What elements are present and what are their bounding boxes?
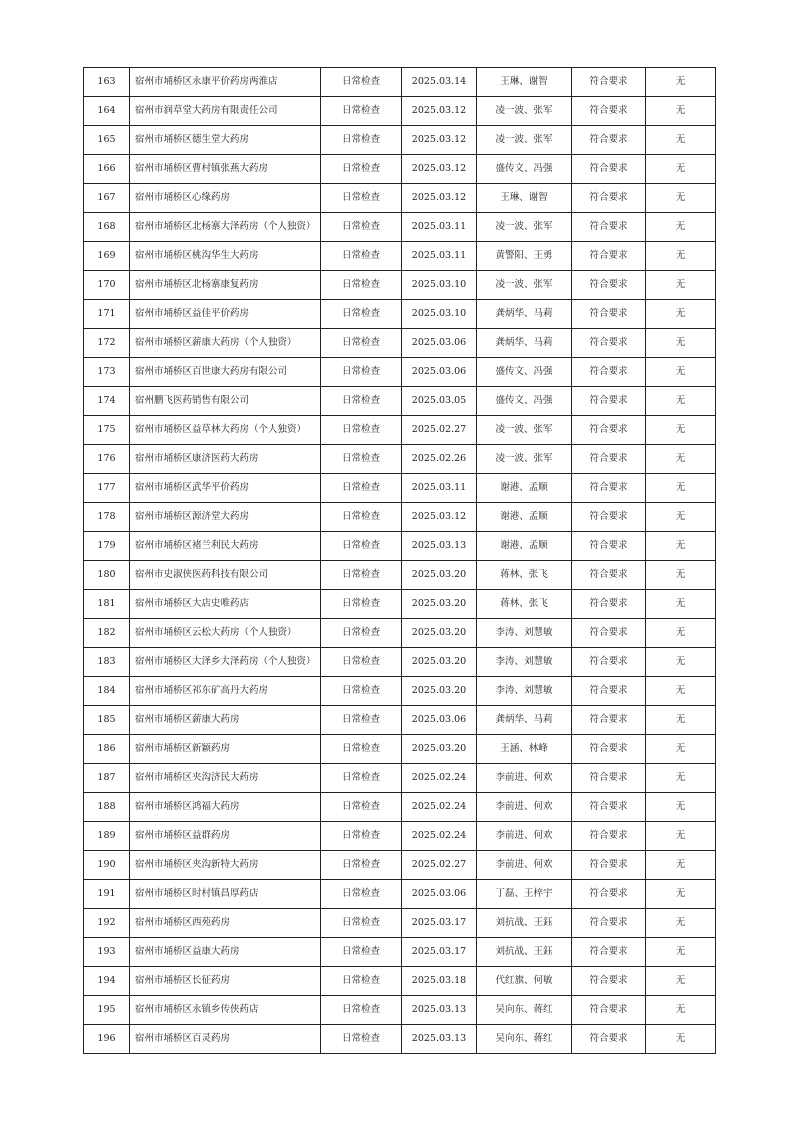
table-row (84, 996, 716, 1025)
inspectors-cell: 凌一波、张军 (477, 271, 572, 300)
inspection-type-cell: 日常检查 (321, 938, 402, 967)
row-number-cell: 179 (84, 532, 130, 561)
issues-found-cell: 无 (646, 126, 716, 155)
pharmacy-name-cell: 宿州鹏飞医药销售有限公司 (130, 387, 321, 416)
issues-found-cell: 无 (646, 503, 716, 532)
inspectors-cell: 盛传文、冯强 (477, 155, 572, 184)
inspection-result-cell: 符合要求 (572, 532, 646, 561)
inspection-type-cell: 日常检查 (321, 793, 402, 822)
inspection-date-cell: 2025.03.10 (402, 300, 477, 329)
inspection-date-cell: 2025.03.17 (402, 909, 477, 938)
inspection-result-cell: 符合要求 (572, 1025, 646, 1054)
row-number-cell: 168 (84, 213, 130, 242)
inspection-result-cell: 符合要求 (572, 445, 646, 474)
issues-found-cell: 无 (646, 822, 716, 851)
inspection-result-cell: 符合要求 (572, 474, 646, 503)
pharmacy-name-cell: 宿州市埇桥区德生堂大药房 (130, 126, 321, 155)
pharmacy-name-cell: 宿州市埇桥区康济医药大药房 (130, 445, 321, 474)
row-number-cell: 183 (84, 648, 130, 677)
row-number-cell: 185 (84, 706, 130, 735)
inspectors-cell: 王琳、谢智 (477, 68, 572, 97)
inspection-type-cell: 日常检查 (321, 1025, 402, 1054)
inspection-type-cell: 日常检查 (321, 155, 402, 184)
inspection-result-cell: 符合要求 (572, 677, 646, 706)
pharmacy-name-cell: 宿州市埇桥区北杨寨康复药房 (130, 271, 321, 300)
table-row (84, 329, 716, 358)
inspectors-cell: 李涛、刘慧敏 (477, 648, 572, 677)
row-number-cell: 171 (84, 300, 130, 329)
table-row (84, 358, 716, 387)
inspection-result-cell: 符合要求 (572, 97, 646, 126)
inspection-date-cell: 2025.03.13 (402, 532, 477, 561)
inspection-type-cell: 日常检查 (321, 503, 402, 532)
issues-found-cell: 无 (646, 184, 716, 213)
inspection-date-cell: 2025.03.18 (402, 967, 477, 996)
inspectors-cell: 凌一波、张军 (477, 416, 572, 445)
inspection-table (83, 67, 716, 1054)
inspection-date-cell: 2025.03.20 (402, 735, 477, 764)
inspection-type-cell: 日常检查 (321, 648, 402, 677)
inspection-date-cell: 2025.03.11 (402, 242, 477, 271)
inspection-date-cell: 2025.03.10 (402, 271, 477, 300)
table-row (84, 677, 716, 706)
table-row (84, 300, 716, 329)
table-row (84, 909, 716, 938)
table-row (84, 648, 716, 677)
inspection-type-cell: 日常检查 (321, 822, 402, 851)
pharmacy-name-cell: 宿州市埇桥区百灵药房 (130, 1025, 321, 1054)
pharmacy-name-cell: 宿州市埇桥区曹村镇张燕大药房 (130, 155, 321, 184)
inspection-type-cell: 日常检查 (321, 126, 402, 155)
inspection-date-cell: 2025.02.24 (402, 793, 477, 822)
inspection-result-cell: 符合要求 (572, 155, 646, 184)
table-row (84, 706, 716, 735)
pharmacy-name-cell: 宿州市埇桥区大泽乡大泽药房（个人独资） (130, 648, 321, 677)
inspection-type-cell: 日常检查 (321, 909, 402, 938)
row-number-cell: 169 (84, 242, 130, 271)
inspection-date-cell: 2025.03.06 (402, 329, 477, 358)
issues-found-cell: 无 (646, 387, 716, 416)
inspection-result-cell: 符合要求 (572, 184, 646, 213)
inspection-date-cell: 2025.02.27 (402, 851, 477, 880)
table-row (84, 68, 716, 97)
issues-found-cell: 无 (646, 97, 716, 126)
table-row (84, 416, 716, 445)
inspection-result-cell: 符合要求 (572, 358, 646, 387)
pharmacy-name-cell: 宿州市埇桥区长征药房 (130, 967, 321, 996)
table-row (84, 445, 716, 474)
table-row (84, 561, 716, 590)
inspection-result-cell: 符合要求 (572, 735, 646, 764)
inspection-type-cell: 日常检查 (321, 213, 402, 242)
inspection-result-cell: 符合要求 (572, 590, 646, 619)
issues-found-cell: 无 (646, 764, 716, 793)
inspectors-cell: 李前进、何欢 (477, 822, 572, 851)
pharmacy-name-cell: 宿州市埇桥区薪康大药房 (130, 706, 321, 735)
inspection-result-cell: 符合要求 (572, 764, 646, 793)
issues-found-cell: 无 (646, 880, 716, 909)
inspectors-cell: 凌一波、张军 (477, 126, 572, 155)
inspectors-cell: 吴向东、蒋红 (477, 1025, 572, 1054)
table-row (84, 1025, 716, 1054)
inspection-date-cell: 2025.03.20 (402, 648, 477, 677)
inspection-date-cell: 2025.02.26 (402, 445, 477, 474)
pharmacy-name-cell: 宿州市埇桥区桃沟华生大药房 (130, 242, 321, 271)
issues-found-cell: 无 (646, 271, 716, 300)
inspection-result-cell: 符合要求 (572, 967, 646, 996)
inspectors-cell: 龚炳华、马莉 (477, 329, 572, 358)
inspection-type-cell: 日常检查 (321, 706, 402, 735)
pharmacy-name-cell: 宿州市埇桥区薪康大药房（个人独资） (130, 329, 321, 358)
issues-found-cell: 无 (646, 155, 716, 184)
inspection-result-cell: 符合要求 (572, 416, 646, 445)
pharmacy-name-cell: 宿州市埇桥区百世康大药房有限公司 (130, 358, 321, 387)
inspectors-cell: 蒋林、张飞 (477, 590, 572, 619)
inspection-date-cell: 2025.03.12 (402, 503, 477, 532)
inspection-date-cell: 2025.02.24 (402, 822, 477, 851)
inspectors-cell: 凌一波、张军 (477, 97, 572, 126)
inspection-type-cell: 日常检查 (321, 387, 402, 416)
inspectors-cell: 李涛、刘慧敏 (477, 619, 572, 648)
table-row (84, 938, 716, 967)
issues-found-cell: 无 (646, 938, 716, 967)
pharmacy-name-cell: 宿州市润草堂大药房有限责任公司 (130, 97, 321, 126)
issues-found-cell: 无 (646, 329, 716, 358)
inspection-date-cell: 2025.03.05 (402, 387, 477, 416)
inspection-result-cell: 符合要求 (572, 851, 646, 880)
inspection-date-cell: 2025.03.11 (402, 213, 477, 242)
inspection-result-cell: 符合要求 (572, 880, 646, 909)
inspectors-cell: 王琳、谢智 (477, 184, 572, 213)
issues-found-cell: 无 (646, 300, 716, 329)
table-row (84, 474, 716, 503)
row-number-cell: 176 (84, 445, 130, 474)
inspection-date-cell: 2025.03.20 (402, 677, 477, 706)
issues-found-cell: 无 (646, 445, 716, 474)
row-number-cell: 177 (84, 474, 130, 503)
inspection-date-cell: 2025.03.12 (402, 126, 477, 155)
pharmacy-name-cell: 宿州市埇桥区永康平价药房两淮店 (130, 68, 321, 97)
issues-found-cell: 无 (646, 532, 716, 561)
inspection-date-cell: 2025.03.14 (402, 68, 477, 97)
table-row (84, 213, 716, 242)
inspection-date-cell: 2025.03.06 (402, 706, 477, 735)
row-number-cell: 175 (84, 416, 130, 445)
row-number-cell: 189 (84, 822, 130, 851)
issues-found-cell: 无 (646, 1025, 716, 1054)
row-number-cell: 181 (84, 590, 130, 619)
row-number-cell: 173 (84, 358, 130, 387)
inspection-type-cell: 日常检查 (321, 445, 402, 474)
inspection-result-cell: 符合要求 (572, 619, 646, 648)
table-row (84, 880, 716, 909)
row-number-cell: 174 (84, 387, 130, 416)
issues-found-cell: 无 (646, 358, 716, 387)
issues-found-cell: 无 (646, 213, 716, 242)
inspection-date-cell: 2025.02.27 (402, 416, 477, 445)
inspection-type-cell: 日常检查 (321, 996, 402, 1025)
table-row (84, 242, 716, 271)
pharmacy-name-cell: 宿州市埇桥区北杨寨大泽药房（个人独资） (130, 213, 321, 242)
inspectors-cell: 李前进、何欢 (477, 764, 572, 793)
inspection-result-cell: 符合要求 (572, 996, 646, 1025)
inspectors-cell: 李涛、刘慧敏 (477, 677, 572, 706)
inspection-result-cell: 符合要求 (572, 938, 646, 967)
inspection-type-cell: 日常检查 (321, 677, 402, 706)
pharmacy-name-cell: 宿州市埇桥区时村镇昌厚药店 (130, 880, 321, 909)
inspectors-cell: 代红旗、何敏 (477, 967, 572, 996)
issues-found-cell: 无 (646, 996, 716, 1025)
inspectors-cell: 盛传文、冯强 (477, 387, 572, 416)
inspection-type-cell: 日常检查 (321, 184, 402, 213)
row-number-cell: 172 (84, 329, 130, 358)
table-row (84, 271, 716, 300)
issues-found-cell: 无 (646, 735, 716, 764)
inspection-result-cell: 符合要求 (572, 213, 646, 242)
inspection-result-cell: 符合要求 (572, 561, 646, 590)
inspectors-cell: 黄警阳、王勇 (477, 242, 572, 271)
inspection-type-cell: 日常检查 (321, 97, 402, 126)
inspection-type-cell: 日常检查 (321, 851, 402, 880)
table-row (84, 184, 716, 213)
issues-found-cell: 无 (646, 561, 716, 590)
pharmacy-name-cell: 宿州市埇桥区源济堂大药房 (130, 503, 321, 532)
issues-found-cell: 无 (646, 416, 716, 445)
issues-found-cell: 无 (646, 68, 716, 97)
row-number-cell: 167 (84, 184, 130, 213)
inspectors-cell: 凌一波、张军 (477, 213, 572, 242)
issues-found-cell: 无 (646, 648, 716, 677)
table-row (84, 97, 716, 126)
inspection-type-cell: 日常检查 (321, 561, 402, 590)
pharmacy-name-cell: 宿州市埇桥区大店史唯药店 (130, 590, 321, 619)
table-row (84, 764, 716, 793)
inspection-date-cell: 2025.02.24 (402, 764, 477, 793)
row-number-cell: 164 (84, 97, 130, 126)
inspectors-cell: 刘抗战、王鈺 (477, 909, 572, 938)
table-body (84, 68, 716, 1054)
inspection-type-cell: 日常检查 (321, 967, 402, 996)
row-number-cell: 190 (84, 851, 130, 880)
inspection-type-cell: 日常检查 (321, 329, 402, 358)
row-number-cell: 184 (84, 677, 130, 706)
table-row (84, 503, 716, 532)
inspection-date-cell: 2025.03.12 (402, 184, 477, 213)
issues-found-cell: 无 (646, 590, 716, 619)
inspectors-cell: 龚炳华、马莉 (477, 706, 572, 735)
inspectors-cell: 凌一波、张军 (477, 445, 572, 474)
issues-found-cell: 无 (646, 677, 716, 706)
inspection-type-cell: 日常检查 (321, 735, 402, 764)
issues-found-cell: 无 (646, 967, 716, 996)
row-number-cell: 163 (84, 68, 130, 97)
table-row (84, 822, 716, 851)
inspection-date-cell: 2025.03.13 (402, 996, 477, 1025)
pharmacy-name-cell: 宿州市埇桥区永镇乡传侠药店 (130, 996, 321, 1025)
table-row (84, 619, 716, 648)
inspectors-cell: 李前进、何欢 (477, 851, 572, 880)
table-row (84, 793, 716, 822)
pharmacy-name-cell: 宿州市埇桥区心缘药房 (130, 184, 321, 213)
inspectors-cell: 谢港、孟顺 (477, 532, 572, 561)
inspectors-cell: 丁磊、王梓宇 (477, 880, 572, 909)
table-row (84, 967, 716, 996)
inspection-result-cell: 符合要求 (572, 271, 646, 300)
row-number-cell: 178 (84, 503, 130, 532)
issues-found-cell: 无 (646, 619, 716, 648)
inspection-date-cell: 2025.03.13 (402, 1025, 477, 1054)
pharmacy-name-cell: 宿州市埇桥区云松大药房（个人独资） (130, 619, 321, 648)
inspection-result-cell: 符合要求 (572, 387, 646, 416)
inspection-result-cell: 符合要求 (572, 329, 646, 358)
pharmacy-name-cell: 宿州市埇桥区益群药房 (130, 822, 321, 851)
inspection-date-cell: 2025.03.12 (402, 155, 477, 184)
inspection-date-cell: 2025.03.06 (402, 358, 477, 387)
inspection-result-cell: 符合要求 (572, 68, 646, 97)
inspection-date-cell: 2025.03.06 (402, 880, 477, 909)
issues-found-cell: 无 (646, 851, 716, 880)
inspection-result-cell: 符合要求 (572, 126, 646, 155)
inspection-type-cell: 日常检查 (321, 242, 402, 271)
inspection-date-cell: 2025.03.20 (402, 561, 477, 590)
pharmacy-name-cell: 宿州市埇桥区西苑药房 (130, 909, 321, 938)
inspection-result-cell: 符合要求 (572, 822, 646, 851)
row-number-cell: 188 (84, 793, 130, 822)
inspection-type-cell: 日常检查 (321, 271, 402, 300)
inspection-type-cell: 日常检查 (321, 619, 402, 648)
row-number-cell: 193 (84, 938, 130, 967)
pharmacy-name-cell: 宿州市埇桥区益草林大药房（个人独资） (130, 416, 321, 445)
inspectors-cell: 吴向东、蒋红 (477, 996, 572, 1025)
inspection-type-cell: 日常检查 (321, 764, 402, 793)
row-number-cell: 165 (84, 126, 130, 155)
inspection-type-cell: 日常检查 (321, 68, 402, 97)
inspection-result-cell: 符合要求 (572, 503, 646, 532)
row-number-cell: 192 (84, 909, 130, 938)
table-row (84, 155, 716, 184)
row-number-cell: 195 (84, 996, 130, 1025)
inspection-date-cell: 2025.03.12 (402, 97, 477, 126)
row-number-cell: 170 (84, 271, 130, 300)
row-number-cell: 180 (84, 561, 130, 590)
pharmacy-name-cell: 宿州市埇桥区褚兰利民大药房 (130, 532, 321, 561)
inspection-result-cell: 符合要求 (572, 793, 646, 822)
issues-found-cell: 无 (646, 474, 716, 503)
inspection-type-cell: 日常检查 (321, 590, 402, 619)
row-number-cell: 194 (84, 967, 130, 996)
inspectors-cell: 龚炳华、马莉 (477, 300, 572, 329)
inspection-type-cell: 日常检查 (321, 474, 402, 503)
pharmacy-name-cell: 宿州市埇桥区夹沟济民大药房 (130, 764, 321, 793)
table-row (84, 590, 716, 619)
inspectors-cell: 盛传文、冯强 (477, 358, 572, 387)
inspection-type-cell: 日常检查 (321, 532, 402, 561)
row-number-cell: 186 (84, 735, 130, 764)
pharmacy-name-cell: 宿州市埇桥区祁东矿高丹大药房 (130, 677, 321, 706)
row-number-cell: 166 (84, 155, 130, 184)
table-row (84, 387, 716, 416)
pharmacy-name-cell: 宿州市埇桥区鸿福大药房 (130, 793, 321, 822)
table-row (84, 532, 716, 561)
issues-found-cell: 无 (646, 706, 716, 735)
inspection-date-cell: 2025.03.11 (402, 474, 477, 503)
pharmacy-name-cell: 宿州市埇桥区武华平价药房 (130, 474, 321, 503)
issues-found-cell: 无 (646, 793, 716, 822)
row-number-cell: 187 (84, 764, 130, 793)
issues-found-cell: 无 (646, 242, 716, 271)
inspection-result-cell: 符合要求 (572, 242, 646, 271)
inspection-type-cell: 日常检查 (321, 300, 402, 329)
row-number-cell: 182 (84, 619, 130, 648)
inspectors-cell: 李前进、何欢 (477, 793, 572, 822)
inspection-result-cell: 符合要求 (572, 909, 646, 938)
row-number-cell: 196 (84, 1025, 130, 1054)
inspection-result-cell: 符合要求 (572, 300, 646, 329)
inspection-type-cell: 日常检查 (321, 880, 402, 909)
inspection-result-cell: 符合要求 (572, 706, 646, 735)
table-row (84, 735, 716, 764)
inspectors-cell: 谢港、孟顺 (477, 503, 572, 532)
inspection-result-cell: 符合要求 (572, 648, 646, 677)
inspectors-cell: 蒋林、张飞 (477, 561, 572, 590)
inspectors-cell: 王涵、林峰 (477, 735, 572, 764)
inspection-type-cell: 日常检查 (321, 358, 402, 387)
inspection-date-cell: 2025.03.17 (402, 938, 477, 967)
inspection-date-cell: 2025.03.20 (402, 619, 477, 648)
pharmacy-name-cell: 宿州市埇桥区夹沟新特大药房 (130, 851, 321, 880)
pharmacy-name-cell: 宿州市埇桥区新颖药房 (130, 735, 321, 764)
table-row (84, 126, 716, 155)
inspection-date-cell: 2025.03.20 (402, 590, 477, 619)
inspection-type-cell: 日常检查 (321, 416, 402, 445)
pharmacy-name-cell: 宿州市埇桥区益佳平价药房 (130, 300, 321, 329)
table-row (84, 851, 716, 880)
issues-found-cell: 无 (646, 909, 716, 938)
inspectors-cell: 谢港、孟顺 (477, 474, 572, 503)
pharmacy-name-cell: 宿州市埇桥区益康大药房 (130, 938, 321, 967)
row-number-cell: 191 (84, 880, 130, 909)
inspectors-cell: 刘抗战、王鈺 (477, 938, 572, 967)
pharmacy-name-cell: 宿州市史淑侠医药科技有限公司 (130, 561, 321, 590)
